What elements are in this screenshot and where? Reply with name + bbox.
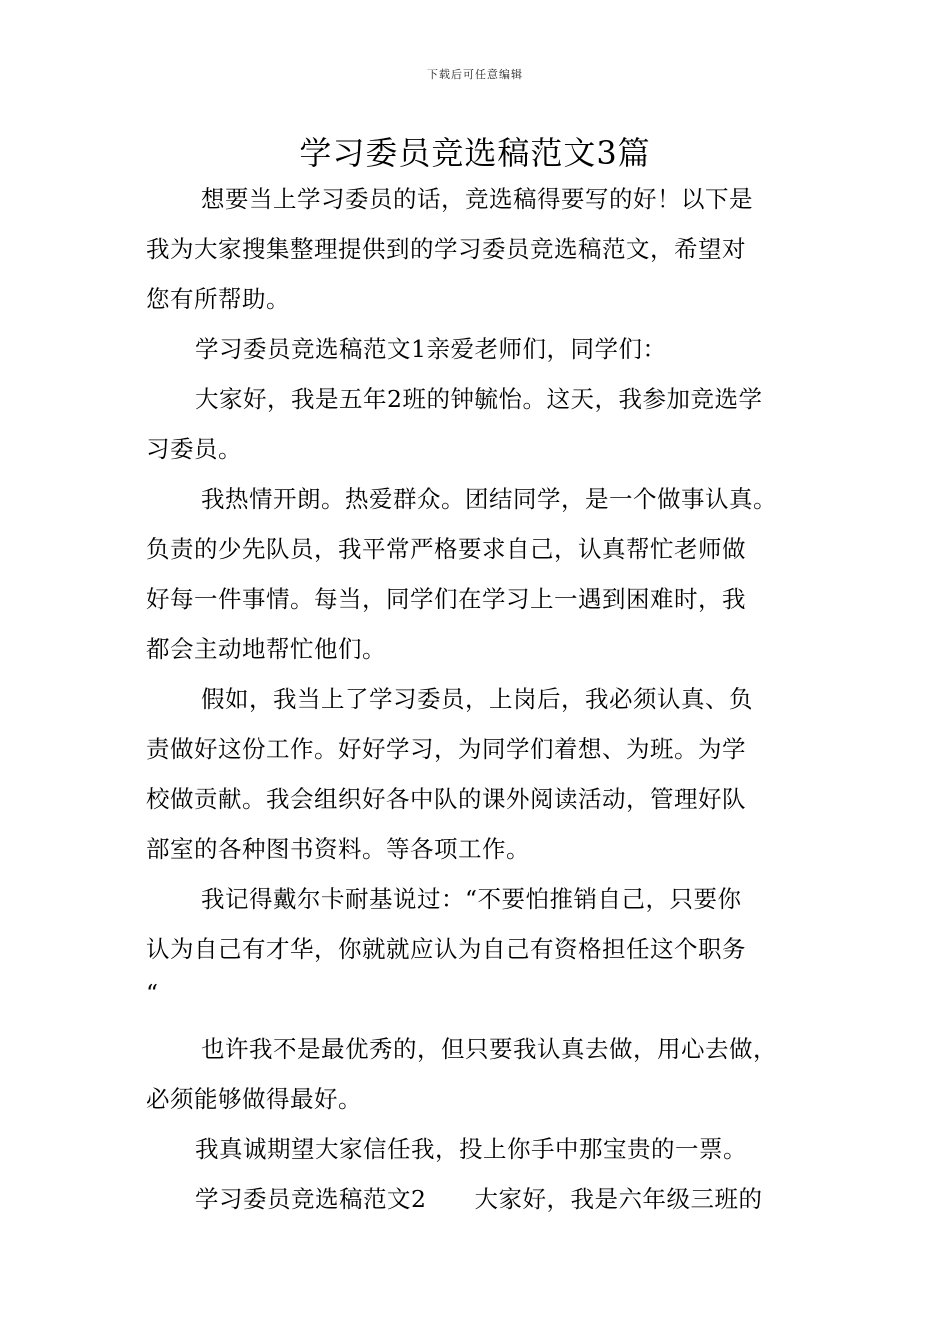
text-line: 校做贡献。我会组织好各中队的课外阅读活动，管理好队: [146, 785, 746, 813]
text-line: “: [146, 979, 159, 1007]
text-line: 想要当上学习委员的话，竞选稿得要写的好！以下是: [201, 185, 753, 213]
text-line: 我真诚期望大家信任我，投上你手中那宝贵的一票。: [195, 1135, 747, 1163]
text-line: 大家好，我是五年2班的钟毓怡。这天，我参加竞选学: [195, 385, 763, 413]
text-line: 都会主动地帮忙他们。: [146, 635, 386, 663]
text-line: 假如，我当上了学习委员，上岗后，我必须认真、负: [201, 685, 753, 713]
text-line: 责做好这份工作。好好学习，为同学们着想、为班。为学: [146, 735, 746, 763]
text-line: 我热情开朗。热爱群众。团结同学，是一个做事认真。: [201, 485, 777, 513]
text-line: 我记得戴尔卡耐基说过：“不要怕推销自己，只要你: [201, 885, 742, 913]
text-line: 负责的少先队员，我平常严格要求自己，认真帮忙老师做: [146, 535, 746, 563]
header-note: 下载后可任意编辑: [427, 68, 523, 81]
text-line: 学习委员竞选稿范文1亲爱老师们，同学们：: [195, 335, 667, 363]
text-line: 学习委员竞选稿范文2 大家好，我是六年级三班的: [195, 1185, 763, 1213]
text-line: 好每一件事情。每当，同学们在学习上一遇到困难时，我: [146, 585, 746, 613]
text-line: 认为自己有才华，你就就应认为自己有资格担任这个职务: [146, 935, 746, 963]
text-line: 您有所帮助。: [146, 285, 290, 313]
text-line: 必须能够做得最好。: [146, 1085, 362, 1113]
text-line: 部室的各种图书资料。等各项工作。: [146, 835, 530, 863]
text-line: 习委员。: [146, 435, 242, 463]
text-line: 我为大家搜集整理提供到的学习委员竞选稿范文，希望对: [146, 235, 746, 263]
document-title: 学习委员竞选稿范文3篇: [299, 134, 651, 172]
text-line: 也许我不是最优秀的，但只要我认真去做，用心去做，: [201, 1035, 777, 1063]
